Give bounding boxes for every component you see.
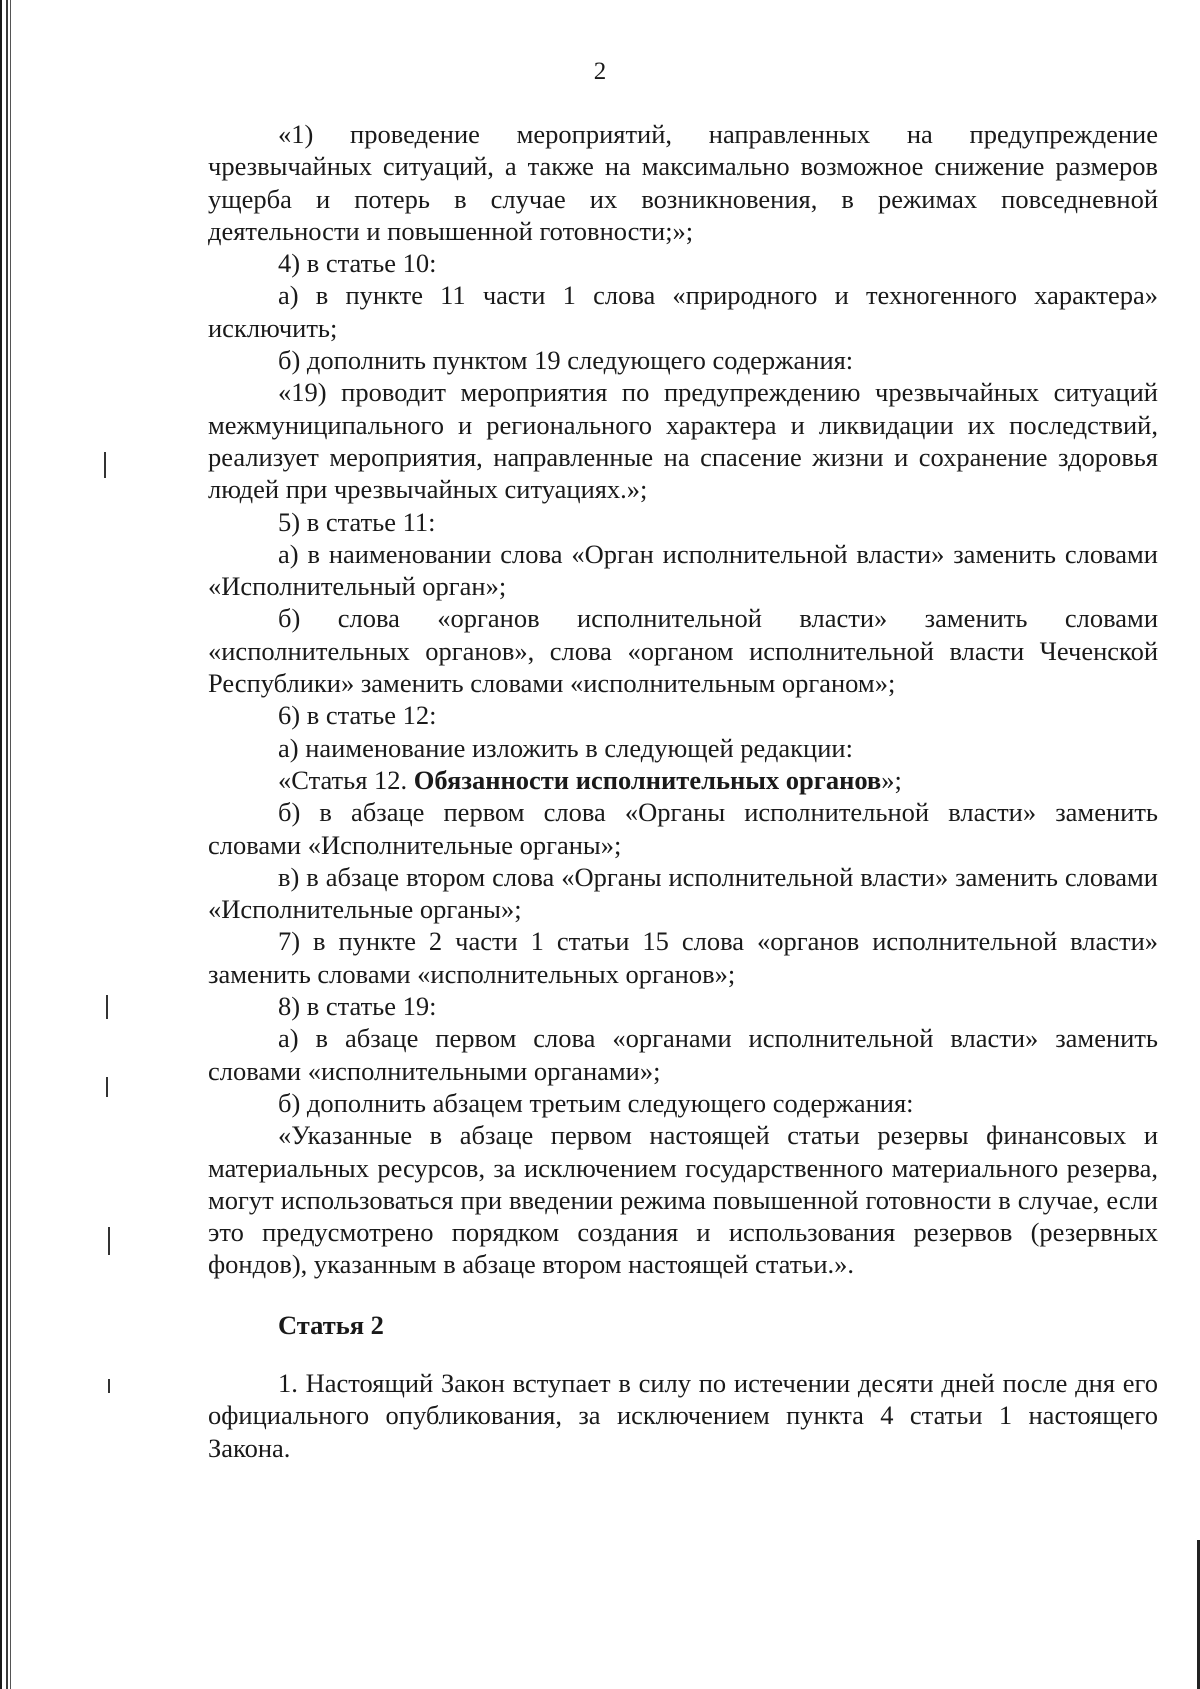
paragraph: а) в абзаце первом слова «органами исполнительной власти» заменить словами «исполнительными органами»; — [208, 1023, 1158, 1086]
paragraph: 7) в пункте 2 части 1 статьи 15 слова «органов исполнительной власти» заменить словами «исполнительных органов»; — [208, 926, 1158, 989]
scan-mark — [104, 452, 106, 478]
paragraph: «1) проведение мероприятий, направленных на предупреждение чрезвычайных ситуаций, а также на максимально возможное снижение размеров ущерба и потерь в случае их возникновения, в режимах повседневной деятельности и повышенной готовности;»; — [208, 119, 1158, 246]
scan-mark — [106, 1077, 108, 1097]
paragraph: 1. Настоящий Закон вступает в силу по истечении десяти дней после дня его официального опубликования, за исключением пункта 4 статьи 1 настоящего Закона. — [208, 1367, 1158, 1463]
paragraph: б) дополнить абзацем третьим следующего содержания: — [278, 1087, 914, 1118]
scan-mark — [108, 1379, 110, 1393]
paragraph: «Указанные в абзаце первом настоящей статьи резервы финансовых и материальных ресурсов, за исключением государственного материального резерва, могут использоваться при введении режима повышенной готовности в случае, если это предусмотрено порядком создания и использования резервов (резервных фондов), указанным в абзаце втором настоящей статьи.». — [208, 1120, 1158, 1280]
scan-mark — [106, 995, 108, 1019]
paragraph: 8) в статье 19: — [278, 991, 437, 1022]
paragraph: а) в наименовании слова «Орган исполнительной власти» заменить словами «Исполнительный орган»; — [208, 538, 1158, 602]
paragraph: б) слова «органов исполнительной власти» заменить словами «исполнительных органов», слова «органом исполнительной власти Чеченской Республики» заменить словами «исполнительным органом»; — [208, 603, 1158, 699]
scan-mark — [108, 1227, 110, 1255]
paragraph: б) в абзаце первом слова «Органы исполнительной власти» заменить словами «Исполнительные органы»; — [208, 797, 1158, 860]
article-12-prefix: «Статья 12. — [278, 764, 414, 795]
paragraph: а) в пункте 11 части 1 слова «природного и техногенного характера» исключить; — [208, 280, 1158, 343]
paragraph: 5) в статье 11: — [278, 506, 436, 537]
paragraph: а) наименование изложить в следующей редакции: — [278, 732, 853, 763]
paragraph: «19) проводит мероприятия по предупреждению чрезвычайных ситуаций межмуниципального и регионального характера и ликвидации их последствий, реализует мероприятия, направленные на спасение жизни и сохранение здоровья людей при чрезвычайных ситуациях.»; — [208, 377, 1158, 505]
article-12-bold-title: Обязанности исполнительных органов — [413, 764, 882, 795]
paragraph: 6) в статье 12: — [278, 700, 437, 731]
scan-binding-edge — [0, 0, 8, 1689]
article-2-heading: Статья 2 — [278, 1309, 384, 1340]
paragraph: в) в абзаце втором слова «Органы исполнительной власти» заменить словами «Исполнительные органы»; — [208, 861, 1158, 925]
paragraph: б) дополнить пунктом 19 следующего содержания: — [278, 345, 854, 376]
page-number: 2 — [593, 58, 607, 85]
paragraph: 4) в статье 10: — [278, 248, 437, 279]
scan-binding-line — [10, 0, 11, 1689]
article-12-title-line — [208, 764, 1158, 796]
article-12-suffix: »; — [881, 764, 902, 795]
document-body — [208, 118, 1158, 1464]
